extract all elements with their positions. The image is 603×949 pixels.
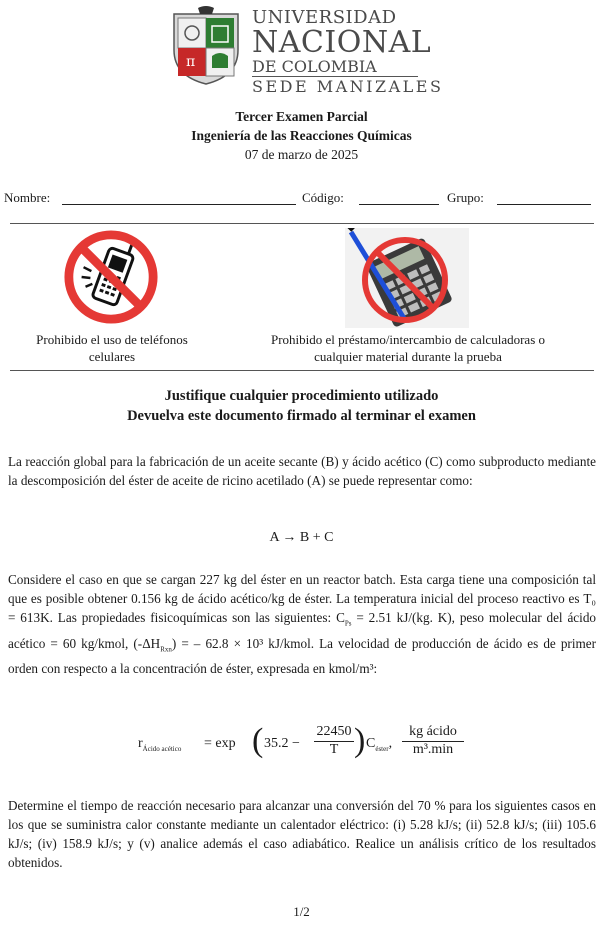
problem-paragraph (8, 570, 596, 678)
rate-units (402, 724, 464, 758)
phone-rule-caption (14, 331, 210, 365)
calc-caption-line-2: cualquier material durante la prueba (314, 349, 502, 364)
rate-fraction (314, 724, 354, 758)
name-field[interactable] (62, 190, 296, 205)
ester-concentration (366, 736, 392, 753)
code-label: Código: (302, 190, 344, 205)
group-label: Grupo: (447, 190, 484, 205)
temperature-term: T (314, 741, 354, 758)
paren-right: ) (354, 722, 366, 759)
divider (10, 370, 594, 371)
university-line-1: UNIVERSIDAD (252, 7, 397, 28)
problem-text-2: . Las propiedades fisicoquímicas son las siguientes: (49, 610, 332, 625)
units-denominator: m³.min (402, 741, 464, 758)
reaction-equation: A → B + C (269, 530, 334, 545)
rate-constant: 35.2 − (264, 736, 300, 751)
student-info-form (4, 190, 599, 212)
code-field[interactable] (359, 190, 439, 205)
divider (10, 223, 594, 224)
university-line-2: NACIONAL (252, 25, 432, 60)
calculator-rule-caption (226, 331, 590, 365)
heat-capacity-value: = 2.51 kJ/(kg. K), peso molecular del ácido acético = 60 kg/kmol, (8, 610, 597, 651)
enthalpy-subscript: Rxn (160, 645, 172, 654)
initial-temperature: T₀ = 613K (8, 591, 597, 625)
page-number: 1/2 (293, 904, 310, 919)
concentration-subscript: éster (375, 744, 389, 753)
university-name (252, 8, 452, 96)
no-phone-icon (62, 228, 160, 326)
university-line-4: SEDE MANIZALES (252, 77, 444, 96)
heat-capacity-symbol: C (336, 610, 345, 625)
exam-date: 07 de marzo de 2025 (244, 147, 359, 162)
group-field[interactable] (497, 190, 591, 205)
university-crest-icon (168, 6, 244, 86)
instruction-line-2: Devuelva este documento firmado al terminar el examen (127, 408, 476, 424)
heat-capacity-subscript: Ps (344, 619, 352, 628)
question-paragraph: Determine el tiempo de reacción necesario para alcanzar una conversión del 70 % para los siguientes casos en los que se suministra calor constante mediante un calentador eléctrico: (i) 5.28 kJ/s; (ii) 52.8 kJ/s; (iii) 105.6 kJ/s; (iv) 158.9 kJ/s; y (v) analice además el caso adiabático. Realice un análisis crítico de los resultados obtenidos. (8, 798, 596, 870)
enthalpy-symbol: (-ΔH (133, 635, 161, 651)
university-line-3: DE COLOMBIA (252, 57, 377, 76)
rate-symbol (138, 736, 181, 753)
exam-title: Tercer Examen Parcial (235, 109, 368, 124)
rate-equation (138, 722, 468, 766)
instruction-line-1: Justifique cualquier procedimiento utilizado (164, 388, 439, 404)
phone-caption-line-1: Prohibido el uso de teléfonos (36, 332, 188, 347)
name-label: Nombre: (4, 190, 51, 205)
problem-text-1: Considere el caso en que se cargan 227 kg del éster en un reactor batch. Esta carga tiene una composición tal que es posible obtener 0.156 kg de ácido acético/kg de éster. La temperatura inicial del proceso reactivo es (8, 572, 596, 606)
enthalpy-value: ) = – 62.8 × 10³ kJ/kmol. La velocidad de producción de ácido es de primer orden con respecto a la concentración de éster, expresada en kmol/m³: (8, 635, 596, 677)
calc-caption-line-1: Prohibido el préstamo/intercambio de calculadoras o (271, 332, 545, 347)
svg-text:π: π (186, 54, 196, 70)
activation-term: 22450 (316, 724, 352, 739)
units-numerator: kg ácido (409, 724, 457, 739)
rate-comma: , (388, 736, 393, 751)
rate-exp: = exp (204, 736, 236, 751)
phone-caption-line-2: celulares (88, 349, 136, 364)
paren-left: ( (252, 722, 264, 759)
concentration-symbol: C (366, 736, 376, 751)
course-title: Ingeniería de las Reacciones Químicas (191, 128, 412, 143)
rate-r-subscript: Ácido acético (142, 744, 182, 753)
intro-paragraph: La reacción global para la fabricación de un aceite secante (B) y ácido acético (C) como subproducto mediante la descomposición del éster de aceite de ricino acetilado (A) se puede representar como: (8, 454, 596, 488)
rate-r: r (138, 736, 143, 751)
no-calculator-icon (345, 228, 469, 328)
